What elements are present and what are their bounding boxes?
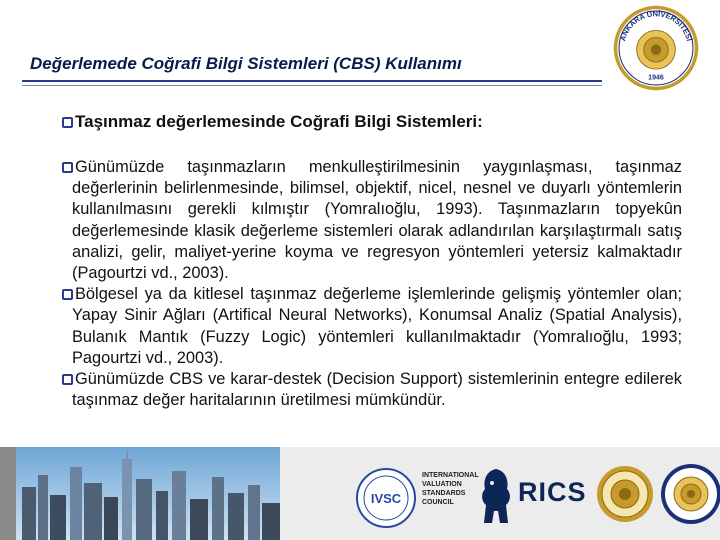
seal-text: ANKARA ÜNİVERSİTESİ: [618, 9, 694, 43]
bullet-list: [62, 157, 682, 411]
bullet-paragraph: Bölgesel ya da kitlesel taşınmaz değerleme işlemlerinde gelişmiş yöntemler olan; Yapay Sinir Ağları (Artifical Neural Networks), Konumsal Analiz (Spatial Analysis), Bulanık Mantık (Fuzzy Logic) yöntemleri kullanılmaktadır (Yomralıoğlu, 1993; Pagourtzi vd., 2003).: [62, 284, 682, 369]
section-subheading: Taşınmaz değerlemesinde Coğrafi Bilgi Sistemleri:: [62, 112, 483, 132]
ivsc-caption-line: COUNCIL: [422, 499, 454, 506]
title-rule: [22, 80, 602, 82]
ivsc-caption-line: INTERNATIONAL: [422, 472, 479, 479]
footer-strip: [0, 447, 720, 540]
checkbox-bullet-icon: [62, 117, 73, 128]
rics-wordmark: RICS: [518, 477, 587, 507]
ivsc-caption-line: STANDARDS: [422, 490, 466, 497]
checkbox-bullet-icon: [62, 162, 73, 173]
gold-seal-logo: [596, 465, 654, 523]
university-seal-logo: [612, 4, 700, 92]
checkbox-bullet-icon: [62, 289, 73, 300]
ivsc-logo-icon: [355, 467, 417, 529]
ivsc-caption: [422, 471, 479, 507]
ivsc-acronym: IVSC: [370, 491, 402, 506]
bullet-paragraph: Günümüzde taşınmazların menkulleştirilmesinin yaygınlaşması, taşınmaz değerlerinin belirlenmesinde, bilimsel, objektif, nicel, nesnel ve duyarlı yöntemlerin kullanılmasını gerekli kılmıştır (Yomralıoğlu, 1993). Taşınmazların topyekûn değerlemesinde klasik değerleme sistemleri olarak adlandırılan karşılaştırmalı satış analizi, gelir, maliyet-yerine koyma ve regresyon yöntemleri yetersiz kalmaktadır (Pagourtzi vd., 2003).: [62, 157, 682, 284]
title-rule-thin: [22, 85, 602, 86]
checkbox-bullet-icon: [62, 374, 73, 385]
university-seal-footer-logo: [660, 463, 720, 525]
seal-year: 1946: [648, 74, 664, 82]
slide-title: Değerlemede Coğrafi Bilgi Sistemleri (CBS) Kullanımı: [30, 54, 462, 73]
city-skyline-image: [0, 447, 280, 540]
ivsc-caption-line: VALUATION: [422, 481, 462, 488]
bullet-paragraph: Günümüzde CBS ve karar-destek (Decision Support) sistemlerinin entegre edilerek taşınmaz değer haritalarının üretilmesi mümkündür.: [62, 369, 682, 411]
rics-lion-icon: [477, 467, 515, 525]
